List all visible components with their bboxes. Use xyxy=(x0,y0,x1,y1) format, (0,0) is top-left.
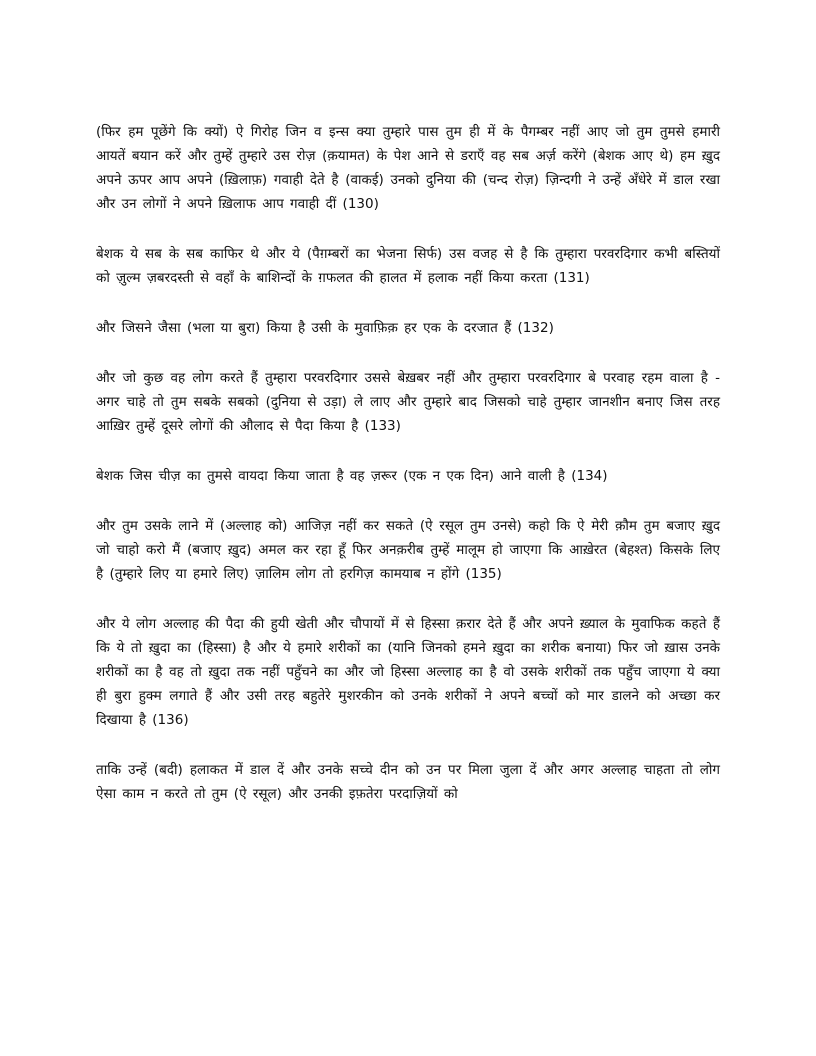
document-page xyxy=(96,120,720,832)
paragraph-verse-131: बेशक ये सब के सब काफिर थे और ये (पैग़म्बरों का भेजना सिर्फ) उस वजह से है कि तुम्हारा परवरदिगार कभी बस्तियों को ज़ुल्म ज़बरदस्ती से वहाँ के बाशिन्दों के ग़फलत की हालत में हलाक नहीं किया करता (131) xyxy=(96,246,720,286)
paragraph-verse-137-partial: ताकि उन्हें (बदी) हलाकत में डाल दें और उनके सच्चे दीन को उन पर मिला जुला दें और अगर अल्लाह चाहता तो लोग ऐसा काम न करते तो तुम (ऐ रसूल) और उनकी इफ़तेरा परदाज़ियों को xyxy=(96,762,720,802)
paragraph-verse-135: और तुम उसके लाने में (अल्लाह को) आजिज़ नहीं कर सकते (ऐ रसूल तुम उनसे) कहो कि ऐ मेरी क़ौम तुम बजाए ख़ुद जो चाहो करो मैं (बजाए ख़ुद) अमल कर रहा हूँ फिर अनक़रीब तुम्हें मालूम हो जाएगा कि आख़ेरत (बेहश्त) किसके लिए है (तुम्हारे लिए या हमारे लिए) ज़ालिम लोग तो हरगिज़ कामयाब न होंगे (135) xyxy=(96,518,720,582)
paragraph-verse-136: और ये लोग अल्लाह की पैदा की हुयी खेती और चौपायों में से हिस्सा क़रार देते हैं और अपने ख़्याल के मुवाफिक कहते हैं कि ये तो ख़ुदा का (हिस्सा) है और ये हमारे शरीकों का (यानि जिनको हमने ख़ुदा का शरीक बनाया) फिर जो ख़ास उनके शरीकों का है वह तो ख़ुदा तक नहीं पहुँचने का और जो हिस्सा अल्लाह का है वो उसके शरीकों तक पहुँच जाएगा ये क्या ही बुरा हुक्म लगाते हैं और उसी तरह बहुतेरे मुशरकीन को उनके शरीकों ने अपने बच्चों को मार डालने को अच्छा कर दिखाया है (136) xyxy=(96,616,720,728)
paragraph-verse-133: और जो कुछ वह लोग करते हैं तुम्हारा परवरदिगार उससे बेख़बर नहीं और तुम्हारा परवरदिगार बे परवाह रहम वाला है - अगर चाहे तो तुम सबके सबको (दुनिया से उड़ा) ले लाए और तुम्हारे बाद जिसको चाहे तुम्हार जानशीन बनाए जिस तरह आख़िर तुम्हें दूसरे लोगों की औलाद से पैदा किया है (133) xyxy=(96,370,720,434)
paragraph-verse-134: बेशक जिस चीज़ का तुमसे वायदा किया जाता है वह ज़रूर (एक न एक दिन) आने वाली है (134) xyxy=(96,468,608,484)
paragraph-verse-132: और जिसने जैसा (भला या बुरा) किया है उसी के मुवाफ़िक़ हर एक के दरजात हैं (132) xyxy=(96,320,554,336)
paragraph-verse-130: (फिर हम पूछेंगे कि क्यों) ऐ गिरोह जिन व इन्स क्या तुम्हारे पास तुम ही में के पैगम्बर नहीं आए जो तुम तुमसे हमारी आयतें बयान करें और तुम्हें तुम्हारे उस रोज़ (क़यामत) के पेश आने से डराएँ वह सब अर्ज़ करेंगे (बेशक आए थे) हम ख़ुद अपने ऊपर आप अपने (ख़िलाफ़) गवाही देते है (वाकई) उनको दुनिया की (चन्द रोज़) ज़िन्दगी ने उन्हें अँधेरे में डाल रखा और उन लोगों ने अपने ख़िलाफ आप गवाही दीं (130) xyxy=(96,124,720,212)
